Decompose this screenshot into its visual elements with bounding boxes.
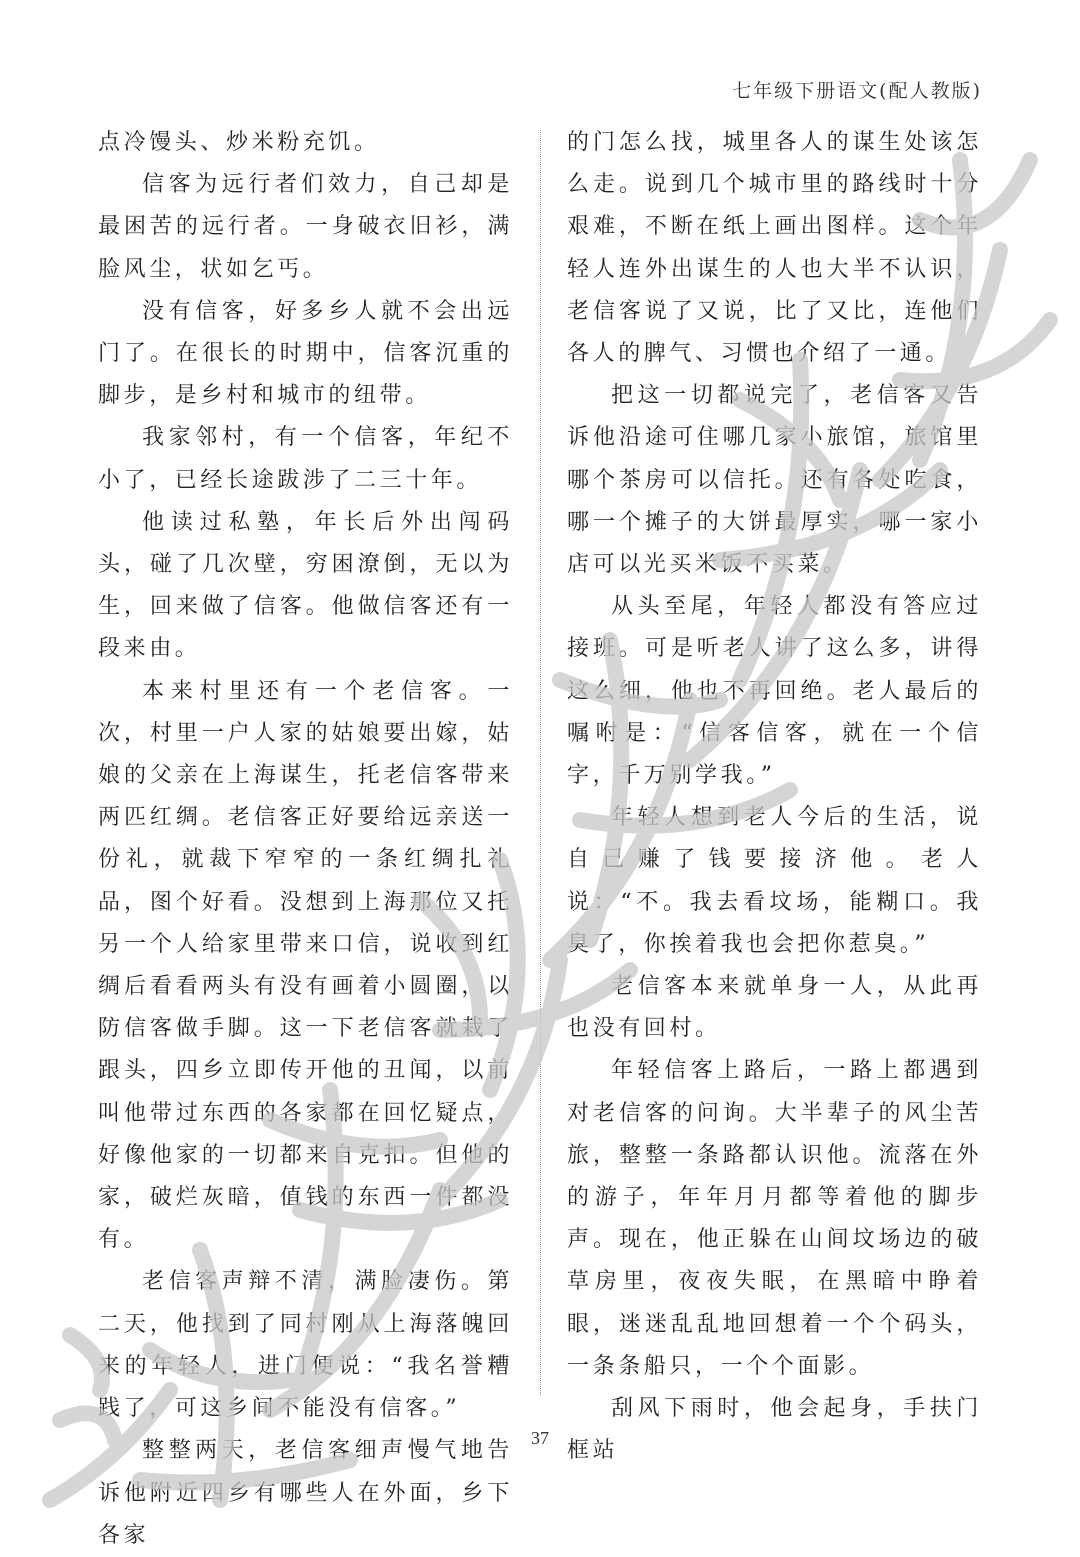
paragraph: 点冷馒头、炒米粉充饥。 — [98, 130, 380, 155]
paragraph: 老信客声辩不清，满脸凄伤。第二天，他找到了同村刚从上海落魄回来的年轻人，进门便说：“我名誉糟践了，可这乡间不能没有信客。” — [98, 1269, 513, 1422]
page-number: 37 — [531, 1428, 549, 1448]
paragraph: 年轻人想到老人今后的生活，说自己赚了钱要接济他。老人说：“不。我去看坟场，能糊口。我臭了，你挨着我也会把你惹臭。” — [567, 805, 982, 957]
left-column — [98, 122, 513, 1557]
paragraph: 的门怎么找，城里各人的谋生处该怎么走。说到几个城市里的路线时十分艰难，不断在纸上画出图样。这个年轻人连外出谋生的人也大半不认识，老信客说了又说，比了又比，连他们各人的脾气、习惯也介绍了一通。 — [567, 130, 982, 367]
paragraph: 整整两天，老信客细声慢气地告诉他附近四乡有哪些人在外面，乡下各家 — [98, 1438, 513, 1548]
running-header: 七年级下册语文(配人教版) — [732, 80, 982, 102]
paragraph: 本来村里还有一个老信客。一次，村里一户人家的姑娘要出嫁，姑娘的父亲在上海谋生，托老信客带来两匹红绸。老信客正好要给远亲送一份礼，就裁下窄窄的一条红绸扎礼品，图个好看。没想到上海那位又托另一个人给家里带来口信，说收到红绸后看看两头有没有画着小圆圈，以防信客做手脚。这一下老信客就栽了跟头，四乡立即传开他的丑闻，以前叫他带过东西的各家都在回忆疑点，好像他家的一切都来自克扣。但他的家，破烂灰暗，值钱的东西一件都没有。 — [98, 678, 513, 1253]
paragraph: 刮风下雨时，他会起身，手扶门框站 — [567, 1396, 982, 1464]
paragraph: 他读过私塾，年长后外出闯码头，碰了几次壁，穷困潦倒，无以为生，回来做了信客。他做信客还有一段来由。 — [98, 509, 513, 662]
paragraph: 没有信客，好多乡人就不会出远门了。在很长的时期中，信客沉重的脚步，是乡村和城市的纽带。 — [98, 298, 513, 409]
column-divider — [540, 130, 541, 1395]
paragraph: 年轻信客上路后，一路上都遇到对老信客的问询。大半辈子的风尘苦旅，整整一条路都认识他。流落在外的游子，年年月月都等着他的脚步声。现在，他正躲在山间坟场边的破草房里，夜夜失眠，在黑暗中睁着眼，迷迷乱乱地回想着一个个码头，一条条船只，一个个面影。 — [567, 1058, 982, 1379]
paragraph: 把这一切都说完了，老信客又告诉他沿途可住哪几家小旅馆，旅馆里哪个茶房可以信托。还有各处吃食，哪一个摊子的大饼最厚实，哪一家小店可以光买米饭不买菜。 — [567, 383, 982, 578]
paragraph: 老信客本来就单身一人，从此再也没有回村。 — [567, 974, 982, 1042]
right-column — [567, 122, 982, 1473]
paragraph: 从头至尾，年轻人都没有答应过接班。可是听老人讲了这么多，讲得这么细，他也不再回绝。老人最后的嘱咐是：“信客信客，就在一个信字，千万别学我。” — [567, 594, 982, 789]
paragraph: 我家邻村，有一个信客，年纪不小了，已经长途跋涉了二三十年。 — [98, 425, 513, 493]
paragraph: 信客为远行者们效力，自己却是最困苦的远行者。一身破衣旧衫，满脸风尘，状如乞丐。 — [98, 172, 513, 282]
